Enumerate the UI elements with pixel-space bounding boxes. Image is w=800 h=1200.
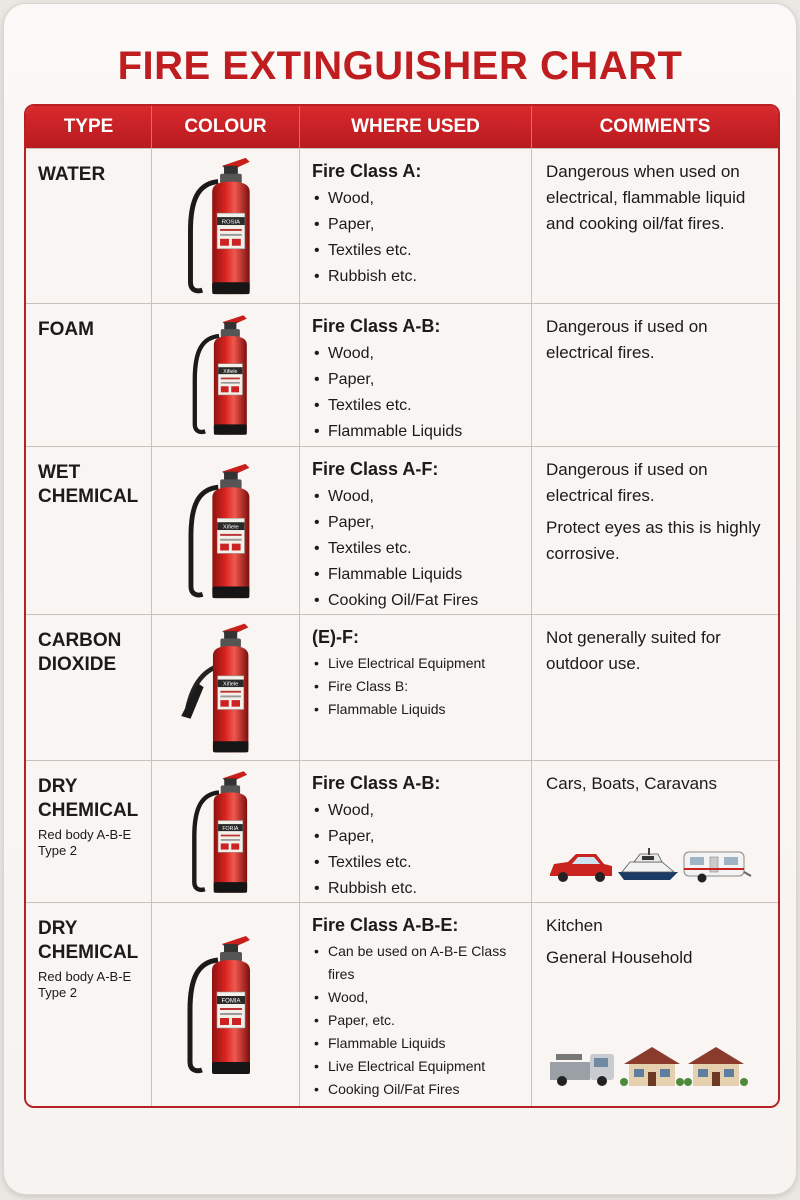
header-where-used: WHERE USED — [300, 106, 532, 148]
header-comments: COMMENTS — [532, 106, 778, 148]
usage-icons — [546, 846, 752, 892]
type-cell — [26, 902, 152, 1106]
extinguisher-label: FOMIA — [221, 998, 240, 1004]
extinguisher-label: Xifiele — [222, 524, 239, 531]
colour-cell — [152, 303, 300, 446]
comments-cell — [532, 148, 778, 303]
where-item: • Fire Class B: — [312, 675, 531, 698]
colour-cell — [152, 902, 300, 1106]
extinguisher-label: Xifiele — [222, 368, 237, 375]
comment-text: General Household — [546, 948, 693, 967]
type-subnote: Red body A-B-E — [38, 969, 132, 984]
table-row — [26, 303, 778, 446]
where-item: • Rubbish etc. — [312, 264, 531, 290]
truck-icon — [546, 1046, 620, 1088]
where-item: • Paper, — [312, 367, 531, 393]
table-row — [26, 760, 778, 902]
extinguisher-icon — [176, 458, 276, 604]
fire-class-title: Fire Class A-B: — [312, 773, 441, 793]
comments-cell — [532, 760, 778, 902]
type-cell — [26, 148, 152, 303]
comment-text: Not generally suited for outdoor use. — [546, 628, 721, 673]
where-item: • Wood, — [312, 341, 531, 367]
type-line: FOAM — [38, 319, 94, 340]
where-item: • Paper, — [312, 510, 531, 536]
header-row — [26, 106, 778, 148]
where-used-cell — [300, 614, 532, 760]
extinguisher-label: FORIA — [221, 825, 238, 832]
extinguisher-icon — [176, 766, 276, 898]
type-line: DIOXIDE — [38, 654, 117, 675]
caravan-icon — [680, 848, 752, 884]
comment-text: Dangerous if used on electrical fires. — [546, 460, 708, 505]
where-used-cell — [300, 760, 532, 902]
where-used-cell — [300, 148, 532, 303]
extinguisher-icon — [176, 152, 276, 300]
colour-cell — [152, 760, 300, 902]
fire-class-title: Fire Class A: — [312, 161, 422, 181]
chart-card — [4, 4, 796, 1194]
type-line: DRY — [38, 776, 78, 797]
where-used-cell — [300, 446, 532, 614]
where-item: • Paper, — [312, 824, 531, 850]
page-title: FIRE EXTINGUISHER CHART — [117, 44, 683, 88]
house-icon — [684, 1044, 748, 1088]
extinguisher-icon — [176, 618, 276, 758]
type-line: CHEMICAL — [38, 942, 139, 963]
extinguisher-icon — [176, 310, 276, 440]
house-icon — [620, 1044, 684, 1088]
header-type: TYPE — [26, 106, 152, 148]
extinguisher-icon — [176, 910, 276, 1100]
where-item: • Live Electrical Equipment — [312, 1055, 531, 1078]
fire-class-title: Fire Class A-B-E: — [312, 915, 459, 935]
type-line: WET — [38, 462, 81, 483]
car-icon — [546, 850, 616, 884]
type-cell — [26, 446, 152, 614]
table-row — [26, 148, 778, 303]
type-subnote: Type 2 — [38, 843, 78, 858]
extinguisher-label: Xifiele — [222, 681, 238, 688]
where-item: • Flammable Liquids — [312, 698, 531, 721]
where-item: • Wood, — [312, 484, 531, 510]
where-item: • Wood, — [312, 986, 531, 1009]
where-item: • Rubbish etc. — [312, 876, 531, 902]
type-subnote: Type 2 — [38, 985, 78, 1000]
comment-text: Cars, Boats, Caravans — [546, 774, 718, 793]
comments-cell — [532, 446, 778, 614]
comments-cell — [532, 303, 778, 446]
where-item: • Cooking Oil/Fat Fires — [312, 1078, 531, 1101]
fire-class-title: Fire Class A-B: — [312, 316, 441, 336]
type-line: WATER — [38, 164, 106, 185]
type-cell — [26, 303, 152, 446]
table-row — [26, 614, 778, 760]
where-item: • Textiles etc. — [312, 850, 531, 876]
extinguisher-table — [24, 104, 780, 1108]
where-item: • Wood, — [312, 798, 531, 824]
table-row — [26, 446, 778, 614]
colour-cell — [152, 446, 300, 614]
comment-text: Dangerous if used on electrical fires. — [546, 317, 708, 362]
where-item: • Paper, — [312, 212, 531, 238]
extinguisher-label: ROSIA — [221, 219, 240, 226]
header-colour: COLOUR — [152, 106, 300, 148]
colour-cell — [152, 614, 300, 760]
comments-cell — [532, 902, 778, 1106]
type-cell — [26, 614, 152, 760]
boat-icon — [616, 846, 680, 884]
colour-cell — [152, 148, 300, 303]
where-used-cell — [300, 902, 532, 1106]
type-subnote: Red body A-B-E — [38, 827, 132, 842]
where-item: • Textiles etc. — [312, 536, 531, 562]
fire-class-title: Fire Class A-F: — [312, 459, 439, 479]
comment-text: Kitchen — [546, 916, 603, 935]
where-item: • Flammable Liquids — [312, 1032, 531, 1055]
where-item: • Wood, — [312, 186, 531, 212]
where-item: • Paper, etc. — [312, 1009, 531, 1032]
where-item: • Live Electrical Equipment — [312, 652, 531, 675]
fire-class-title: (E)-F: — [312, 627, 359, 647]
comment-text: Dangerous when used on electrical, flammable liquid and cooking oil/fat fires. — [546, 162, 746, 233]
where-item: • Cooking Oil/Fat Fires — [312, 588, 531, 614]
where-item: • Flammable Liquids — [312, 562, 531, 588]
usage-icons — [546, 1044, 748, 1096]
type-line: CARBON — [38, 630, 122, 651]
where-item: • Flammable Liquids — [312, 419, 531, 445]
where-item: • Textiles etc. — [312, 238, 531, 264]
comments-cell — [532, 614, 778, 760]
where-item: • Can be used on A-B-E Class fires — [312, 940, 531, 986]
where-item: • Textiles etc. — [312, 393, 531, 419]
table-row — [26, 902, 778, 1106]
type-line: CHEMICAL — [38, 800, 139, 821]
comment-text: Protect eyes as this is highly corrosive. — [546, 518, 761, 563]
type-line: CHEMICAL — [38, 486, 139, 507]
where-used-cell — [300, 303, 532, 446]
type-cell — [26, 760, 152, 902]
type-line: DRY — [38, 918, 78, 939]
